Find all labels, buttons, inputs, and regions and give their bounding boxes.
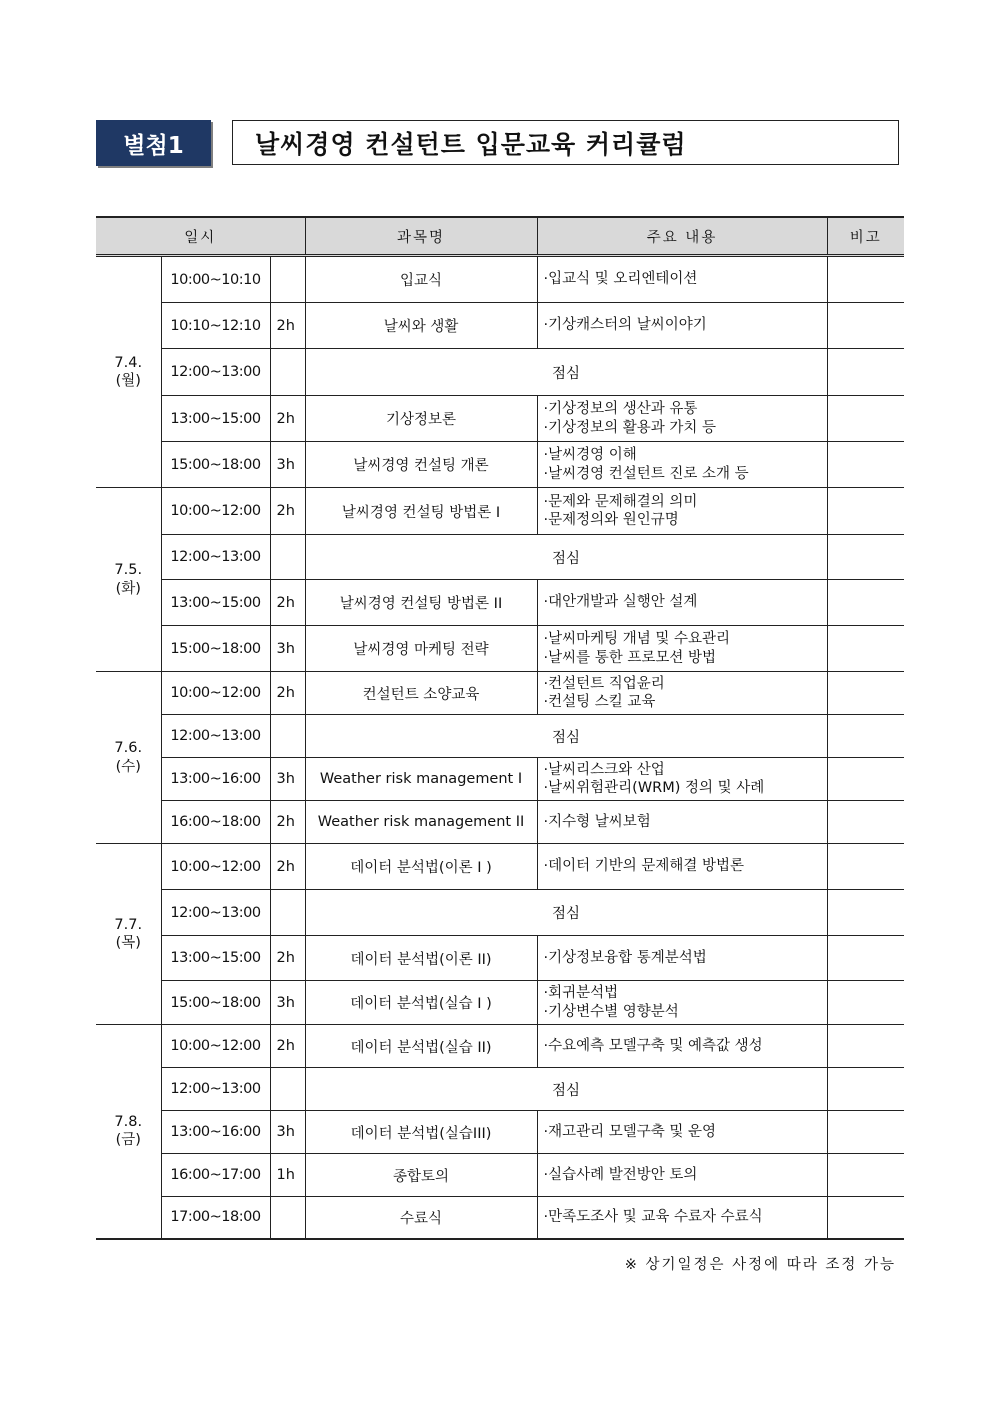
session-content bbox=[537, 1025, 827, 1068]
table-header-row bbox=[96, 217, 904, 256]
session-note bbox=[827, 844, 904, 890]
session-duration: 3h bbox=[270, 981, 305, 1025]
document-title: 날씨경영 컨설턴트 입문교육 커리큘럼 bbox=[232, 120, 899, 165]
session-time: 12:00~13:00 bbox=[161, 890, 270, 936]
session-duration: 3h bbox=[270, 1111, 305, 1154]
session-subject: 날씨경영 마케팅 전략 bbox=[305, 626, 537, 672]
header-subject: 과목명 bbox=[305, 217, 537, 256]
day-weekday: (월) bbox=[115, 373, 141, 389]
table-row bbox=[96, 626, 904, 672]
session-subject: 데이터 분석법(이론 I ) bbox=[305, 844, 537, 890]
content-line: ·실습사례 발전방안 토의 bbox=[543, 1166, 698, 1183]
session-note bbox=[827, 801, 904, 844]
content-line: ·기상캐스터의 날씨이야기 bbox=[543, 317, 707, 334]
session-time: 13:00~15:00 bbox=[161, 396, 270, 442]
table-row bbox=[96, 580, 904, 626]
session-note bbox=[827, 580, 904, 626]
content-line: ·컨설턴트 직업윤리 bbox=[543, 675, 665, 692]
session-note bbox=[827, 349, 904, 396]
table-row bbox=[96, 890, 904, 936]
content-line: ·대안개발과 실행안 설계 bbox=[543, 594, 698, 611]
table-row bbox=[96, 1197, 904, 1239]
session-note bbox=[827, 890, 904, 936]
table-row bbox=[96, 349, 904, 396]
table-row bbox=[96, 1111, 904, 1154]
session-duration: 1h bbox=[270, 1154, 305, 1197]
session-note bbox=[827, 442, 904, 488]
curriculum-table bbox=[96, 216, 904, 1240]
table-row bbox=[96, 758, 904, 801]
session-subject: 데이터 분석법(실습 II) bbox=[305, 1025, 537, 1068]
content-line: ·기상정보의 생산과 유통 bbox=[543, 401, 698, 418]
session-duration bbox=[270, 535, 305, 580]
content-line: ·날씨경영 컨설턴트 진로 소개 등 bbox=[543, 465, 749, 482]
session-duration: 3h bbox=[270, 442, 305, 488]
content-line: ·날씨마케팅 개념 및 수요관리 bbox=[543, 631, 731, 648]
day-weekday: (화) bbox=[115, 580, 141, 597]
content-line: ·컨설팅 스킬 교육 bbox=[543, 694, 656, 710]
content-line: ·문제와 문제해결의 의미 bbox=[543, 493, 698, 510]
table-row bbox=[96, 1154, 904, 1197]
session-note bbox=[827, 758, 904, 801]
session-content bbox=[537, 758, 827, 801]
table-row bbox=[96, 672, 904, 715]
day-date: 7.8. bbox=[114, 1114, 143, 1131]
content-line: ·만족도조사 및 교육 수료자 수료식 bbox=[543, 1209, 763, 1226]
header-note: 비고 bbox=[827, 217, 904, 256]
session-subject: 기상정보론 bbox=[305, 396, 537, 442]
session-content bbox=[537, 303, 827, 349]
table-row bbox=[96, 801, 904, 844]
session-duration: 2h bbox=[270, 303, 305, 349]
table-body bbox=[96, 256, 904, 1239]
session-subject: 데이터 분석법(이론 II) bbox=[305, 936, 537, 981]
table-row bbox=[96, 1068, 904, 1111]
session-time: 16:00~17:00 bbox=[161, 1154, 270, 1197]
session-time: 17:00~18:00 bbox=[161, 1197, 270, 1239]
session-duration: 3h bbox=[270, 758, 305, 801]
day-date: 7.7. bbox=[114, 916, 143, 933]
session-time: 10:00~12:00 bbox=[161, 488, 270, 535]
session-content bbox=[537, 442, 827, 488]
content-line: ·데이터 기반의 문제해결 방법론 bbox=[543, 858, 745, 875]
table-row bbox=[96, 442, 904, 488]
table-row bbox=[96, 303, 904, 349]
session-note bbox=[827, 1025, 904, 1068]
content-line: ·날씨리스크와 산업 bbox=[543, 761, 665, 778]
day-date: 7.6. bbox=[114, 740, 143, 757]
session-time: 13:00~16:00 bbox=[161, 1111, 270, 1154]
session-time: 15:00~18:00 bbox=[161, 626, 270, 672]
session-time: 10:00~10:10 bbox=[161, 256, 270, 303]
table-row bbox=[96, 488, 904, 535]
session-duration: 2h bbox=[270, 580, 305, 626]
session-duration: 2h bbox=[270, 1025, 305, 1068]
session-time: 13:00~15:00 bbox=[161, 936, 270, 981]
session-duration: 2h bbox=[270, 488, 305, 535]
session-time: 16:00~18:00 bbox=[161, 801, 270, 844]
session-duration bbox=[270, 256, 305, 303]
session-note bbox=[827, 936, 904, 981]
session-duration bbox=[270, 1068, 305, 1111]
content-line: ·기상정보융합 통계분석법 bbox=[543, 949, 707, 966]
session-content bbox=[537, 801, 827, 844]
session-subject: 수료식 bbox=[305, 1197, 537, 1239]
session-note bbox=[827, 1068, 904, 1111]
attachment-badge: 별첨1 bbox=[96, 120, 211, 166]
session-duration bbox=[270, 349, 305, 396]
header-content: 주요 내용 bbox=[537, 217, 827, 256]
session-note bbox=[827, 1111, 904, 1154]
content-line: ·수요예측 모델구축 및 예측값 생성 bbox=[543, 1037, 763, 1054]
session-duration: 2h bbox=[270, 844, 305, 890]
content-line: ·날씨위험관리(WRM) 정의 및 사례 bbox=[543, 780, 765, 796]
content-line: ·기상변수별 영향분석 bbox=[543, 1003, 679, 1020]
session-time: 10:00~12:00 bbox=[161, 844, 270, 890]
content-line: ·재고관리 모델구축 및 운영 bbox=[543, 1123, 717, 1140]
lunch-break: 점심 bbox=[305, 715, 827, 758]
session-time: 10:10~12:10 bbox=[161, 303, 270, 349]
day-weekday: (수) bbox=[115, 758, 141, 775]
content-line: ·날씨를 통한 프로모션 방법 bbox=[543, 649, 717, 666]
table-row bbox=[96, 396, 904, 442]
content-line: ·지수형 날씨보험 bbox=[543, 813, 651, 830]
lunch-break: 점심 bbox=[305, 535, 827, 580]
session-note bbox=[827, 715, 904, 758]
session-duration: 2h bbox=[270, 396, 305, 442]
content-line: ·입교식 및 오리엔테이션 bbox=[543, 271, 698, 288]
session-content bbox=[537, 396, 827, 442]
session-time: 15:00~18:00 bbox=[161, 981, 270, 1025]
session-time: 13:00~15:00 bbox=[161, 580, 270, 626]
session-duration: 2h bbox=[270, 936, 305, 981]
lunch-break: 점심 bbox=[305, 349, 827, 396]
session-time: 12:00~13:00 bbox=[161, 535, 270, 580]
session-subject: Weather risk management I bbox=[305, 758, 537, 801]
session-duration bbox=[270, 1197, 305, 1239]
session-time: 13:00~16:00 bbox=[161, 758, 270, 801]
content-line: ·회귀분석법 bbox=[543, 985, 619, 1002]
day-cell bbox=[96, 1025, 161, 1239]
table-row bbox=[96, 1025, 904, 1068]
header-date-time: 일시 bbox=[96, 217, 305, 256]
session-note bbox=[827, 1154, 904, 1197]
session-subject: 데이터 분석법(실습 I ) bbox=[305, 981, 537, 1025]
schedule-footnote: ※ 상기일정은 사정에 따라 조정 가능 bbox=[624, 1257, 896, 1273]
session-content bbox=[537, 580, 827, 626]
day-cell bbox=[96, 672, 161, 844]
session-note bbox=[827, 488, 904, 535]
lunch-break: 점심 bbox=[305, 890, 827, 936]
session-duration bbox=[270, 715, 305, 758]
table-row bbox=[96, 981, 904, 1025]
session-time: 15:00~18:00 bbox=[161, 442, 270, 488]
session-content bbox=[537, 1154, 827, 1197]
session-content bbox=[537, 672, 827, 715]
session-subject: 날씨경영 컨설팅 방법론 I bbox=[305, 488, 537, 535]
session-content bbox=[537, 488, 827, 535]
session-subject: 날씨경영 컨설팅 개론 bbox=[305, 442, 537, 488]
session-note bbox=[827, 256, 904, 303]
session-subject: 날씨경영 컨설팅 방법론 II bbox=[305, 580, 537, 626]
session-duration bbox=[270, 890, 305, 936]
session-subject: 데이터 분석법(실습III) bbox=[305, 1111, 537, 1154]
table-row bbox=[96, 715, 904, 758]
session-content bbox=[537, 626, 827, 672]
session-subject: Weather risk management II bbox=[305, 801, 537, 844]
session-time: 12:00~13:00 bbox=[161, 349, 270, 396]
session-note bbox=[827, 1197, 904, 1239]
session-time: 10:00~12:00 bbox=[161, 672, 270, 715]
session-note bbox=[827, 535, 904, 580]
session-time: 12:00~13:00 bbox=[161, 1068, 270, 1111]
session-content bbox=[537, 981, 827, 1025]
day-cell bbox=[96, 256, 161, 488]
day-date: 7.4. bbox=[114, 354, 143, 371]
session-duration: 2h bbox=[270, 801, 305, 844]
session-subject: 입교식 bbox=[305, 256, 537, 303]
content-line: ·날씨경영 이해 bbox=[543, 447, 637, 464]
session-note bbox=[827, 626, 904, 672]
session-note bbox=[827, 396, 904, 442]
day-cell bbox=[96, 488, 161, 672]
content-line: ·문제정의와 원인규명 bbox=[543, 512, 679, 528]
day-date: 7.5. bbox=[114, 562, 143, 579]
lunch-break: 점심 bbox=[305, 1068, 827, 1111]
table-row bbox=[96, 844, 904, 890]
session-content bbox=[537, 844, 827, 890]
table-row bbox=[96, 936, 904, 981]
session-duration: 3h bbox=[270, 626, 305, 672]
session-content bbox=[537, 1111, 827, 1154]
session-duration: 2h bbox=[270, 672, 305, 715]
session-subject: 컨설턴트 소양교육 bbox=[305, 672, 537, 715]
session-subject: 종합토의 bbox=[305, 1154, 537, 1197]
session-note bbox=[827, 672, 904, 715]
session-note bbox=[827, 981, 904, 1025]
session-content bbox=[537, 936, 827, 981]
session-time: 12:00~13:00 bbox=[161, 715, 270, 758]
session-content bbox=[537, 256, 827, 303]
table-row bbox=[96, 535, 904, 580]
session-subject: 날씨와 생활 bbox=[305, 303, 537, 349]
session-content bbox=[537, 1197, 827, 1239]
content-line: ·기상정보의 활용과 가치 등 bbox=[543, 419, 717, 436]
table-row bbox=[96, 256, 904, 303]
session-time: 10:00~12:00 bbox=[161, 1025, 270, 1068]
day-cell bbox=[96, 844, 161, 1025]
day-weekday: (금) bbox=[115, 1132, 141, 1149]
session-note bbox=[827, 303, 904, 349]
day-weekday: (목) bbox=[115, 935, 141, 951]
